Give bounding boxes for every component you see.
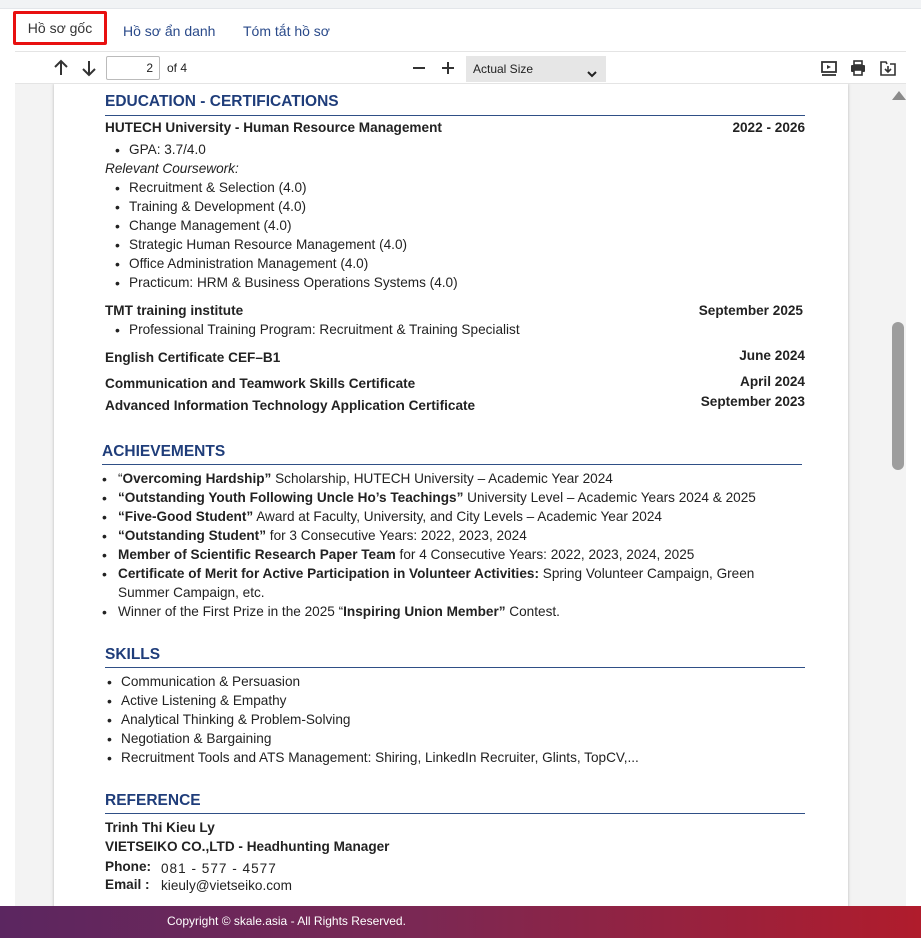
bullet: • — [115, 256, 120, 272]
tab-bar — [0, 9, 921, 51]
bullet: • — [102, 509, 107, 525]
scroll-up-arrow-icon[interactable] — [892, 91, 906, 100]
coursework-label: Relevant Coursework: — [105, 161, 239, 176]
course-item: Recruitment & Selection (4.0) — [129, 180, 307, 195]
bullet: • — [115, 322, 120, 338]
page-count-label: of 4 — [167, 61, 188, 75]
plus-icon[interactable] — [437, 57, 459, 79]
skill-item: Active Listening & Empathy — [121, 693, 287, 708]
cert-communication: Communication and Teamwork Skills Certificate — [105, 376, 416, 391]
arrow-up-icon[interactable] — [50, 57, 72, 79]
tmt-title: TMT training institute — [105, 303, 244, 318]
achievements-heading: ACHIEVEMENTS — [102, 443, 226, 460]
pdf-viewer[interactable] — [15, 84, 906, 906]
bullet: • — [102, 566, 107, 582]
zoom-select[interactable] — [466, 56, 606, 82]
cert-english-date: June 2024 — [739, 348, 805, 363]
bullet: • — [107, 731, 112, 747]
skills-rule — [105, 667, 805, 668]
scroll-thumb[interactable] — [892, 322, 904, 470]
course-item: Strategic Human Resource Management (4.0) — [129, 237, 408, 252]
skill-item: Recruitment Tools and ATS Management: Shiring, LinkedIn Recruiter, Glints, TopCV,... — [121, 750, 639, 765]
phone-label: Phone: — [105, 859, 152, 874]
copyright-text: Copyright © skale.asia - All Rights Reserved. — [167, 914, 406, 928]
course-item: Office Administration Management (4.0) — [129, 256, 369, 271]
bullet: • — [115, 180, 120, 196]
hutech-date: 2022 - 2026 — [732, 120, 805, 135]
bullet: • — [115, 218, 120, 234]
achievement-item: Certificate of Merit for Active Participation in Volunteer Activities: Spring Volunteer Campaign, Green — [118, 566, 755, 581]
bullet: • — [107, 693, 112, 709]
achievements-rule — [102, 464, 802, 465]
cert-english: English Certificate CEF–B1 — [105, 350, 281, 365]
education-rule — [105, 115, 805, 116]
download-icon[interactable] — [877, 57, 899, 79]
bullet: • — [115, 237, 120, 253]
email-label: Email : — [105, 877, 150, 892]
bullet: • — [102, 471, 107, 487]
achievement-item: “Five-Good Student” Award at Faculty, University, and City Levels – Academic Year 2024 — [118, 509, 662, 524]
bullet: • — [102, 604, 107, 620]
pdf-toolbar — [15, 51, 906, 84]
minus-icon[interactable] — [408, 57, 430, 79]
gpa: GPA: 3.7/4.0 — [129, 142, 206, 157]
presentation-icon[interactable] — [818, 57, 840, 79]
achievement-item: “Overcoming Hardship” Scholarship, HUTECH University – Academic Year 2024 — [118, 471, 613, 486]
tab-anonymous-profile[interactable]: Hồ sơ ẩn danh — [123, 23, 216, 39]
achievement-item: Winner of the First Prize in the 2025 “Inspiring Union Member” Contest. — [118, 604, 560, 619]
achievement-item-continued: Summer Campaign, etc. — [118, 585, 265, 600]
tmt-date: September 2025 — [698, 303, 803, 318]
skill-item: Negotiation & Bargaining — [121, 731, 272, 746]
course-item: Practicum: HRM & Business Operations Systems (4.0) — [129, 275, 458, 290]
top-strip — [0, 0, 921, 9]
bullet: • — [115, 275, 120, 291]
reference-rule — [105, 813, 805, 814]
skill-item: Analytical Thinking & Problem-Solving — [121, 712, 351, 727]
page-number-input[interactable]: 2 — [106, 56, 160, 80]
reference-company: VIETSEIKO CO.,LTD - Headhunting Manager — [105, 839, 390, 854]
arrow-down-icon[interactable] — [78, 57, 100, 79]
bullet: • — [107, 750, 112, 766]
skill-item: Communication & Persuasion — [121, 674, 301, 689]
reference-heading: REFERENCE — [105, 792, 201, 809]
cert-it-date: September 2023 — [700, 394, 805, 409]
email-value[interactable]: kieuly@vietseiko.com — [161, 878, 292, 893]
cert-communication-date: April 2024 — [740, 374, 805, 389]
course-item: Change Management (4.0) — [129, 218, 292, 233]
tmt-program: Professional Training Program: Recruitment & Training Specialist — [129, 322, 520, 337]
bullet: • — [102, 547, 107, 563]
bullet: • — [115, 142, 120, 158]
tab-original-profile[interactable]: Hồ sơ gốc — [13, 11, 107, 45]
pdf-page — [54, 84, 848, 906]
bullet: • — [102, 490, 107, 506]
phone-value: 081 - 577 - 4577 — [161, 861, 277, 876]
course-item: Training & Development (4.0) — [129, 199, 307, 214]
left-edge — [0, 51, 15, 906]
zoom-value: Actual Size — [473, 62, 534, 76]
achievement-item: “Outstanding Student” for 3 Consecutive Years: 2022, 2023, 2024 — [118, 528, 527, 543]
skills-heading: SKILLS — [105, 646, 161, 663]
footer — [0, 906, 921, 938]
bullet: • — [107, 674, 112, 690]
vertical-scrollbar[interactable] — [889, 84, 906, 906]
print-icon[interactable] — [847, 57, 869, 79]
tab-profile-summary[interactable]: Tóm tắt hồ sơ — [243, 23, 330, 39]
cert-it: Advanced Information Technology Application Certificate — [105, 398, 476, 413]
bullet: • — [102, 528, 107, 544]
achievement-item: Member of Scientific Research Paper Team for 4 Consecutive Years: 2022, 2023, 2024, 2025 — [118, 547, 695, 562]
bullet: • — [107, 712, 112, 728]
reference-name: Trinh Thi Kieu Ly — [105, 820, 215, 835]
hutech-title: HUTECH University - Human Resource Management — [105, 120, 442, 135]
achievement-item: “Outstanding Youth Following Uncle Ho’s Teachings” University Level – Academic Years 2024 & 2025 — [118, 490, 756, 505]
education-heading: EDUCATION - CERTIFICATIONS — [105, 93, 339, 110]
bullet: • — [115, 199, 120, 215]
